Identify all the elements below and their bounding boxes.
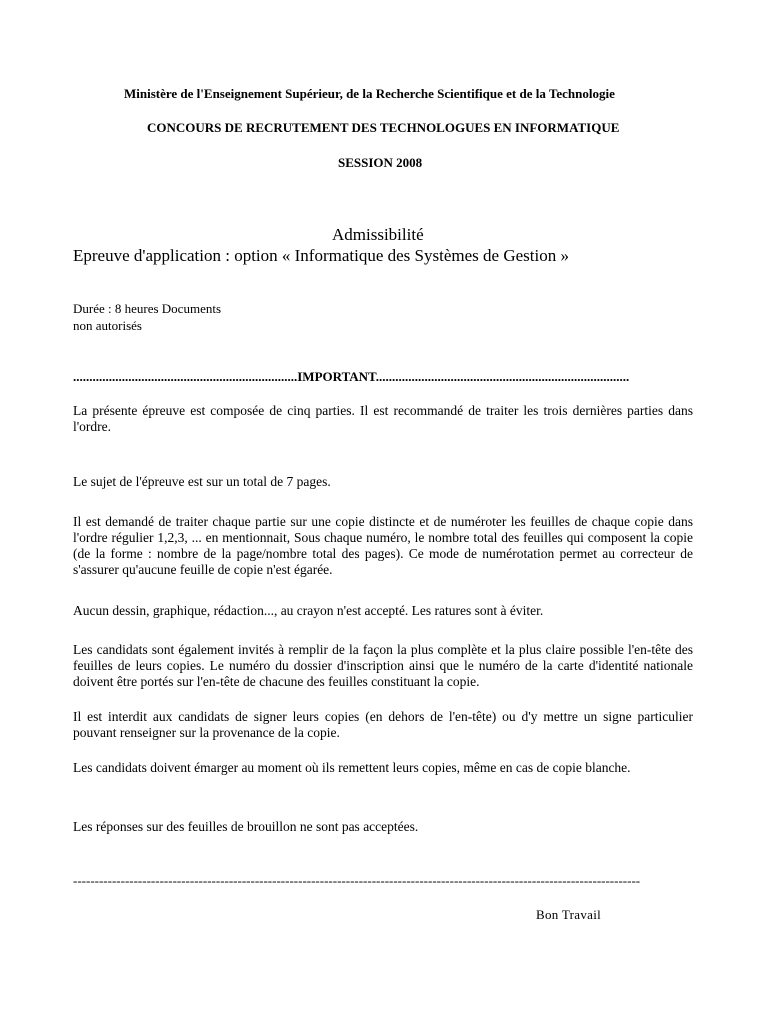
concours-title: CONCOURS DE RECRUTEMENT DES TECHNOLOGUES EN INFORMATIQUE [147, 120, 620, 135]
paragraph-numerotation: Il est demandé de traiter chaque partie sur une copie distincte et de numéroter les feuilles de chaque copie dans l'ordre régulier 1,2,3, ... en mentionnait, Sous chaque numéro, le nombre total des feuilles qui composent la copie (de la forme : nombre de la page/nombre total des pages). Ce mode de numérotation permet au correcteur de s'assurer qu'aucune feuille de copie n'est égarée. [73, 514, 693, 577]
closing-text: Bon Travail [536, 907, 602, 922]
paragraph-pages: Le sujet de l'épreuve est sur un total de 7 pages. [73, 474, 331, 489]
admissibilite-title: Admissibilité [332, 225, 424, 244]
epreuve-title: Epreuve d'application : option « Informatique des Systèmes de Gestion » [73, 246, 569, 265]
session-label: SESSION 2008 [338, 155, 423, 170]
duree-block [73, 300, 221, 334]
duree-line-2: non autorisés [73, 318, 142, 333]
important-right-dots: .............................................................................. [375, 369, 630, 384]
ministry-header: Ministère de l'Enseignement Supérieur, de la Recherche Scientifique et de la Technologie [124, 86, 615, 101]
important-banner [73, 369, 693, 385]
paragraph-parties: La présente épreuve est composée de cinq parties. Il est recommandé de traiter les trois dernières parties dans l'ordre. [73, 403, 693, 434]
paragraph-emarger: Les candidats doivent émarger au moment où ils remettent leurs copies, même en cas de copie blanche. [73, 760, 631, 775]
footer-divider: ----------------------------------------------------------------------------------------------------------------------------------- [73, 873, 641, 888]
important-left-dots: ..................................................................... [73, 369, 298, 384]
paragraph-crayon: Aucun dessin, graphique, rédaction..., au crayon n'est accepté. Les ratures sont à éviter. [73, 603, 544, 618]
important-label: IMPORTANT [297, 369, 376, 384]
paragraph-brouillon: Les réponses sur des feuilles de brouillon ne sont pas acceptées. [73, 819, 419, 834]
duree-line-1: Durée : 8 heures Documents [73, 301, 222, 316]
paragraph-signature: Il est interdit aux candidats de signer leurs copies (en dehors de l'en-tête) ou d'y mettre un signe particulier pouvant renseigner sur la provenance de la copie. [73, 709, 693, 740]
paragraph-en-tete: Les candidats sont également invités à remplir de la façon la plus complète et la plus claire possible l'en-tête des feuilles de leurs copies. Le numéro du dossier d'inscription ainsi que le numéro de la carte d'identité nationale doivent être portés sur l'en-tête de chacune des feuilles constituant la copie. [73, 642, 693, 689]
